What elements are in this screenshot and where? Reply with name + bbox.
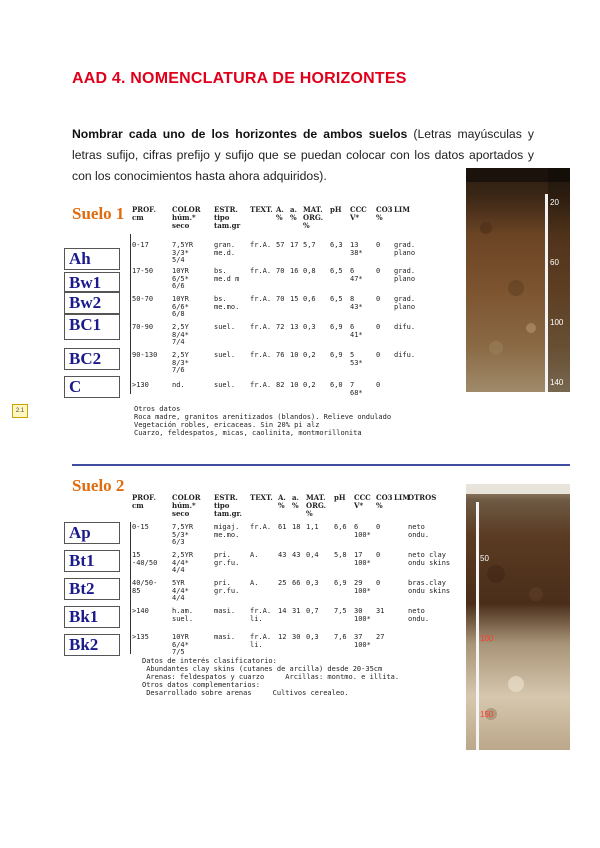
suelo2-cell-r0-c7: 6,6 xyxy=(334,523,347,531)
suelo2-cell-r2-c4: 25 xyxy=(278,579,287,587)
suelo1-cell-r4-c2: suel. xyxy=(214,351,236,359)
suelo2-cell-r3-c1: h.am. suel. xyxy=(172,607,194,623)
suelo1-cell-r1-c2: bs. me.d m xyxy=(214,267,240,283)
suelo2-cell-r3-c7: 7,5 xyxy=(334,607,347,615)
suelo1-cell-r0-c0: 0-17 xyxy=(132,241,149,249)
suelo2-title: Suelo 2 xyxy=(72,476,125,495)
suelo2-cell-r0-c0: 0-15 xyxy=(132,523,149,531)
suelo1-horizon-label-bw1: Bw1 xyxy=(64,272,120,292)
suelo2-horizon-label-ap: Ap xyxy=(64,522,120,544)
suelo2-cell-r4-c2: masi. xyxy=(214,633,236,641)
suelo2-cell-r1-c8: 17 100* xyxy=(354,551,371,567)
suelo1-horizon-labels xyxy=(64,248,122,400)
suelo2-cell-r3-c6: 0,7 xyxy=(306,607,319,615)
suelo2-horizon-labels xyxy=(64,522,122,654)
suelo1-horizon-label-c: C xyxy=(64,376,120,398)
suelo2-cell-r2-c3: A. xyxy=(250,579,259,587)
suelo2-header-11: OTROS xyxy=(408,493,437,502)
suelo1-cell-r1-c10: grad. plano xyxy=(394,267,416,283)
suelo1-header-0: PROF. cm xyxy=(132,205,156,222)
suelo1-cell-r5-c5: 10 xyxy=(290,381,299,389)
suelo2-cell-r1-c0: 15 -40/50 xyxy=(132,551,158,567)
table-vertical-rule xyxy=(130,234,131,394)
suelo1-cell-r2-c2: bs. me.mo. xyxy=(214,295,240,311)
suelo2-header-4: A. % xyxy=(278,493,286,510)
suelo1-cell-r5-c6: 0,2 xyxy=(303,381,316,389)
suelo1-cell-r3-c1: 2,5Y 8/4* 7/4 xyxy=(172,323,189,347)
suelo2-horizon-label-bt1: Bt1 xyxy=(64,550,120,572)
suelo2-cell-r1-c6: 0,4 xyxy=(306,551,319,559)
suelo1-header-8: CCC V* xyxy=(350,205,367,222)
suelo1-depth-mark-100: 100 xyxy=(550,318,564,327)
suelo1-cell-r5-c8: 7 68* xyxy=(350,381,363,397)
suelo1-cell-r4-c8: 5 53* xyxy=(350,351,363,367)
suelo1-cell-r5-c2: suel. xyxy=(214,381,236,389)
suelo2-cell-r3-c9: 31 xyxy=(376,607,385,615)
suelo1-cell-r0-c1: 7,5YR 3/3* 5/4 xyxy=(172,241,194,265)
suelo1-cell-r1-c8: 6 47* xyxy=(350,267,363,283)
suelo1-cell-r0-c9: 0 xyxy=(376,241,381,249)
suelo2-header-6: MAT. ORG. % xyxy=(306,493,327,518)
suelo2-cell-r1-c2: pri. gr.fu. xyxy=(214,551,240,567)
suelo1-header-10: LIM xyxy=(394,205,410,214)
suelo1-cell-r0-c4: 57 xyxy=(276,241,285,249)
suelo1-cell-r4-c9: 0 xyxy=(376,351,381,359)
suelo1-cell-r3-c3: fr.A. xyxy=(250,323,272,331)
suelo2-cell-r1-c4: 43 xyxy=(278,551,287,559)
suelo1-cell-r5-c7: 6,0 xyxy=(330,381,343,389)
suelo2-header-5: a. % xyxy=(292,493,299,510)
suelo1-cell-r5-c1: nd. xyxy=(172,381,185,389)
suelo1-cell-r1-c9: 0 xyxy=(376,267,381,275)
suelo1-cell-r3-c10: difu. xyxy=(394,323,416,331)
suelo2-cell-r3-c8: 30 100* xyxy=(354,607,371,623)
table-vertical-rule xyxy=(130,522,131,654)
suelo1-cell-r2-c6: 0,6 xyxy=(303,295,316,303)
suelo2-horizon-label-bt2: Bt2 xyxy=(64,578,120,600)
suelo2-depth-mark-50: 50 xyxy=(480,554,489,563)
suelo2-cell-r0-c11: neto ondu. xyxy=(408,523,430,539)
suelo2-header-8: CCC V* xyxy=(354,493,371,510)
suelo1-depth-mark-20: 20 xyxy=(550,198,559,207)
suelo2-cell-r1-c11: neto clay ondu skins xyxy=(408,551,451,567)
suelo1-cell-r4-c4: 76 xyxy=(276,351,285,359)
suelo1-cell-r2-c4: 70 xyxy=(276,295,285,303)
suelo1-horizon-label-bc2: BC2 xyxy=(64,348,120,370)
suelo2-cell-r2-c2: pri. gr.fu. xyxy=(214,579,240,595)
suelo1-cell-r2-c8: 8 43* xyxy=(350,295,363,311)
suelo2-header-0: PROF. cm xyxy=(132,493,156,510)
suelo2-cell-r3-c3: fr.A. li. xyxy=(250,607,272,623)
suelo1-cell-r5-c0: >130 xyxy=(132,381,149,389)
suelo1-cell-r3-c4: 72 xyxy=(276,323,285,331)
suelo2-header-9: CO3 % xyxy=(376,493,393,510)
suelo2-cell-r0-c6: 1,1 xyxy=(306,523,319,531)
suelo2-cell-r4-c3: fr.A. li. xyxy=(250,633,272,649)
suelo2-header-10: LIM xyxy=(394,493,410,502)
suelo2-cell-r0-c1: 7,5YR 5/3* 6/3 xyxy=(172,523,194,547)
suelo1-soil-profile-photo xyxy=(466,168,570,392)
suelo1-cell-r0-c6: 5,7 xyxy=(303,241,316,249)
suelo1-cell-r5-c4: 82 xyxy=(276,381,285,389)
suelo1-header-3: TEXT. xyxy=(250,205,273,214)
suelo1-header-7: pH xyxy=(330,205,342,214)
suelo2-cell-r3-c0: >140 xyxy=(132,607,149,615)
suelo2-header-1: COLOR húm.* seco xyxy=(172,493,201,518)
suelo1-cell-r1-c7: 6,5 xyxy=(330,267,343,275)
suelo2-header-7: pH xyxy=(334,493,346,502)
suelo1-header-1: COLOR húm.* seco xyxy=(172,205,201,230)
suelo2-cell-r4-c8: 37 100* xyxy=(354,633,371,649)
suelo1-header-2: ESTR. tipo tam.gr xyxy=(214,205,241,230)
suelo2-cell-r2-c1: 5YR 4/4* 4/4 xyxy=(172,579,189,603)
suelo2-cell-r0-c5: 18 xyxy=(292,523,301,531)
suelo2-cell-r0-c9: 0 xyxy=(376,523,381,531)
suelo1-cell-r3-c6: 0,3 xyxy=(303,323,316,331)
suelo2-cell-r4-c1: 10YR 6/4* 7/5 xyxy=(172,633,189,657)
suelo1-cell-r4-c6: 0,2 xyxy=(303,351,316,359)
suelo1-cell-r3-c7: 6,9 xyxy=(330,323,343,331)
suelo1-cell-r1-c4: 70 xyxy=(276,267,285,275)
suelo1-cell-r4-c5: 10 xyxy=(290,351,299,359)
suelo1-cell-r5-c3: fr.A. xyxy=(250,381,272,389)
suelo1-horizon-label-bc1: BC1 xyxy=(64,314,120,340)
suelo2-cell-r2-c9: 0 xyxy=(376,579,381,587)
suelo2-header-2: ESTR. tipo tam.gr. xyxy=(214,493,242,518)
suelo1-cell-r4-c3: fr.A. xyxy=(250,351,272,359)
suelo2-data-table xyxy=(130,494,460,656)
suelo1-cell-r2-c3: fr.A. xyxy=(250,295,272,303)
suelo2-notes: Datos de interés clasificatorio: Abundantes clay skins (cutanes de arcilla) desde 20-35cm Arenas: feldespatos y cuarzo Arcillas: montmo. e illita. Otros datos complementarios: Desarrollado sobre arenas Cultivos cerealeo. xyxy=(142,657,400,697)
suelo1-cell-r0-c2: gran. me.d. xyxy=(214,241,236,257)
suelo1-cell-r2-c10: grad. plano xyxy=(394,295,416,311)
suelo2-cell-r0-c8: 6 100* xyxy=(354,523,371,539)
comment-icon[interactable]: 2.1 xyxy=(12,404,28,418)
suelo1-cell-r0-c5: 17 xyxy=(290,241,299,249)
instructions-rest: (Letras mayúsculas y letras sufijo, cifras prefijo y sufijo que se puedan colocar con los datos aportados y con los conocimientos hasta ahora adquiridos). xyxy=(72,127,534,183)
suelo2-cell-r0-c2: migaj. me.mo. xyxy=(214,523,240,539)
suelo1-horizon-label-ah: Ah xyxy=(64,248,120,270)
suelo1-cell-r0-c3: fr.A. xyxy=(250,241,272,249)
suelo1-cell-r5-c9: 0 xyxy=(376,381,381,389)
suelo2-cell-r2-c0: 40/50- 85 xyxy=(132,579,158,595)
suelo2-cell-r2-c5: 66 xyxy=(292,579,301,587)
suelo1-header-4: A. % xyxy=(276,205,284,222)
suelo1-cell-r3-c5: 13 xyxy=(290,323,299,331)
suelo1-cell-r1-c3: fr.A. xyxy=(250,267,272,275)
instructions-bold: Nombrar cada uno de los horizontes de ambos suelos xyxy=(72,127,408,141)
suelo1-cell-r3-c0: 70-90 xyxy=(132,323,154,331)
suelo1-cell-r1-c0: 17-50 xyxy=(132,267,154,275)
suelo2-cell-r3-c11: neto ondu. xyxy=(408,607,430,623)
suelo1-cell-r3-c8: 6 41* xyxy=(350,323,363,339)
suelo2-cell-r2-c8: 29 100* xyxy=(354,579,371,595)
section-divider xyxy=(72,464,570,466)
suelo2-cell-r1-c7: 5,8 xyxy=(334,551,347,559)
suelo2-cell-r4-c6: 0,3 xyxy=(306,633,319,641)
suelo1-cell-r4-c10: difu. xyxy=(394,351,416,359)
suelo2-soil-profile-photo xyxy=(466,484,570,750)
suelo1-cell-r1-c5: 16 xyxy=(290,267,299,275)
suelo1-cell-r1-c1: 10YR 6/5* 6/6 xyxy=(172,267,189,291)
suelo2-cell-r2-c11: bras.clay ondu skins xyxy=(408,579,451,595)
suelo2-cell-r3-c4: 14 xyxy=(278,607,287,615)
suelo2-cell-r4-c5: 30 xyxy=(292,633,301,641)
suelo1-notes: Otros datos Roca madre, granitos arenitizados (blandos). Relieve ondulado Vegetación robles, ericaceas. Sin 20% pi alz Cuarzo, feldespatos, micas, caolinita, montmorillonita xyxy=(134,405,392,437)
suelo1-cell-r0-c7: 6,3 xyxy=(330,241,343,249)
suelo2-cell-r4-c9: 27 xyxy=(376,633,385,641)
suelo1-data-table xyxy=(130,206,450,396)
suelo2-cell-r4-c0: >135 xyxy=(132,633,149,641)
suelo1-cell-r2-c0: 50-70 xyxy=(132,295,154,303)
suelo2-depth-mark-150: 150 xyxy=(480,710,494,719)
suelo1-header-5: a. % xyxy=(290,205,297,222)
suelo2-cell-r4-c4: 12 xyxy=(278,633,287,641)
suelo1-title: Suelo 1 xyxy=(72,204,125,223)
suelo1-cell-r2-c1: 10YR 6/6* 6/8 xyxy=(172,295,189,319)
suelo2-cell-r2-c6: 0,3 xyxy=(306,579,319,587)
suelo1-cell-r2-c9: 0 xyxy=(376,295,381,303)
suelo2-header-3: TEXT. xyxy=(250,493,273,502)
page-title: AAD 4. NOMENCLATURA DE HORIZONTES xyxy=(72,70,407,87)
suelo2-cell-r0-c3: fr.A. xyxy=(250,523,272,531)
instructions-paragraph xyxy=(72,124,534,187)
suelo1-header-6: MAT. ORG. % xyxy=(303,205,324,230)
suelo2-cell-r1-c1: 2,5YR 4/4* 4/4 xyxy=(172,551,194,575)
suelo1-depth-mark-140: 140 xyxy=(550,378,564,387)
suelo2-depth-mark-100: 100 xyxy=(480,634,494,643)
suelo1-cell-r2-c5: 15 xyxy=(290,295,299,303)
suelo2-horizon-label-bk1: Bk1 xyxy=(64,606,120,628)
suelo1-cell-r1-c6: 0,8 xyxy=(303,267,316,275)
suelo1-header-9: CO3 % xyxy=(376,205,393,222)
suelo1-cell-r0-c10: grad. plano xyxy=(394,241,416,257)
suelo2-cell-r3-c2: masi. xyxy=(214,607,236,615)
suelo2-cell-r4-c7: 7,6 xyxy=(334,633,347,641)
suelo2-cell-r1-c5: 43 xyxy=(292,551,301,559)
suelo2-cell-r1-c9: 0 xyxy=(376,551,381,559)
suelo1-depth-mark-60: 60 xyxy=(550,258,559,267)
suelo1-horizon-label-bw2: Bw2 xyxy=(64,292,120,314)
suelo2-cell-r3-c5: 31 xyxy=(292,607,301,615)
suelo2-cell-r2-c7: 6,9 xyxy=(334,579,347,587)
suelo1-cell-r2-c7: 6,5 xyxy=(330,295,343,303)
suelo1-cell-r4-c7: 6,9 xyxy=(330,351,343,359)
suelo2-cell-r0-c4: 61 xyxy=(278,523,287,531)
suelo2-cell-r1-c3: A. xyxy=(250,551,259,559)
suelo1-cell-r4-c0: 90-130 xyxy=(132,351,158,359)
suelo1-cell-r3-c9: 0 xyxy=(376,323,381,331)
suelo1-cell-r0-c8: 13 38* xyxy=(350,241,363,257)
suelo2-horizon-label-bk2: Bk2 xyxy=(64,634,120,656)
suelo1-cell-r4-c1: 2,5Y 8/3* 7/6 xyxy=(172,351,189,375)
suelo1-cell-r3-c2: suel. xyxy=(214,323,236,331)
